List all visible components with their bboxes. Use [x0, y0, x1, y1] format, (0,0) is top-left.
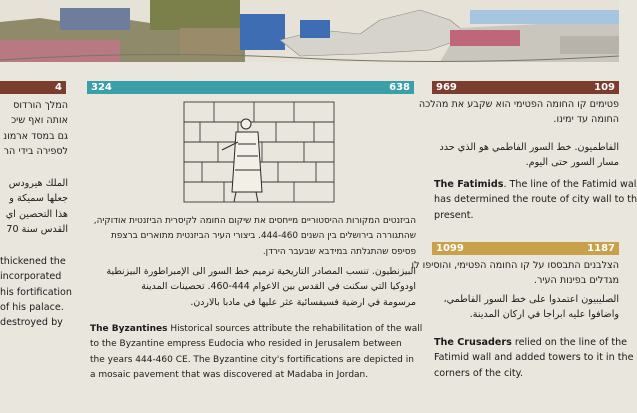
- text-line: has determined the route of city wall to th: [434, 194, 637, 206]
- text-line: פסיפס שהתגלתה במידבא שבעבר הירדן.: [262, 246, 416, 257]
- byzantine-english-text: [90, 322, 423, 383]
- text-line: [434, 177, 637, 192]
- text-line: thickened the: [0, 256, 66, 267]
- text-line: destroyed by: [0, 317, 63, 329]
- text-line: [434, 335, 628, 350]
- text-line: [90, 322, 423, 337]
- left-arabic-text: [0, 176, 68, 237]
- text-line: his fortification: [0, 286, 72, 298]
- text-line: جعلها سميكة و: [9, 193, 68, 205]
- fatimid-english-text: [434, 177, 637, 223]
- text-line: البيزنطيون. تنسب المصادر التاريخية ترميم خط السور الى الإمبراطورة البيزنطية: [106, 266, 416, 277]
- text-line: לספירה בידי הר: [3, 145, 68, 157]
- byzantine-hebrew-text: [90, 214, 416, 260]
- text-line: مسار السور حتى اليوم.: [525, 157, 619, 169]
- text-line: present.: [434, 209, 474, 221]
- fatimid-year-bar: [432, 81, 619, 94]
- text-line: הביזנטים המקורות ההיסטוריים מייחסים את שיקום החומה לקיסרית הביזנטית אודוקיה,: [93, 216, 416, 226]
- old-city-panorama-illustration: [0, 0, 619, 62]
- text-line: الصليبيون اعتمدوا على خط السور الفاطمي،: [443, 294, 619, 305]
- text-line: القدس سنة 70: [6, 223, 68, 235]
- text-line: corners of the city.: [434, 367, 524, 379]
- text-line: אותה ואף שיכ: [11, 115, 68, 127]
- left-year-label: 4: [55, 82, 62, 93]
- byzantine-year-bar: [87, 81, 414, 94]
- text-line: גם במסד ארמונ: [3, 130, 68, 142]
- byzantine-wall-figure-illustration: [166, 94, 343, 206]
- fatimid-hebrew-text: [418, 97, 619, 128]
- crusader-arabic-text: [434, 292, 619, 323]
- fatimid-start-year: 969: [436, 82, 457, 93]
- text-line: واضافوا عليه ابراجا في اركان المدينة.: [469, 309, 619, 321]
- crusader-year-bar: [432, 242, 619, 255]
- text-span: Historical sources attribute the rehabilitation of the wall: [167, 324, 423, 334]
- text-span: relied on the line of the: [511, 337, 628, 348]
- text-line: هذا التحصين اي: [5, 208, 68, 220]
- text-line: the years 444-460 CE. The Byzantine city's fortifications are depicted in: [90, 354, 414, 365]
- text-span: . The line of the Fatimid wal: [503, 179, 637, 190]
- crusader-english-title: The Crusaders: [434, 337, 512, 348]
- byzantine-arabic-text: [90, 264, 416, 310]
- byzantine-end-year: 638: [389, 82, 410, 93]
- text-line: הצלבנים התבססו על קו החומה הפטימי, והוסיפו לו: [411, 260, 619, 271]
- fatimid-end-year: 109: [594, 82, 615, 93]
- crusader-start-year: 1099: [436, 243, 464, 254]
- crusader-end-year: 1187: [587, 243, 615, 254]
- text-line: המלך הורדוס: [13, 100, 68, 111]
- left-hebrew-text: [0, 98, 68, 159]
- text-line: מגדלים בפינות העיר.: [533, 275, 619, 287]
- left-year-bar: [0, 81, 66, 94]
- text-line: החומה עד ימינו.: [553, 114, 619, 126]
- text-line: اودوكيا التي سكنت في القدس بين الاعوام 444-460. تحصينات المدينة: [141, 281, 416, 293]
- text-line: פטימים קו החומה הפטימי הוא שקבע את מהלכה: [418, 99, 619, 110]
- text-line: الفاطميون. خط السور الفاطمي هو الذي حدد: [439, 142, 619, 153]
- text-line: of his palace.: [0, 301, 64, 313]
- fatimid-english-title: The Fatimids: [434, 179, 504, 190]
- text-line: שהתגוררה בירושלים בין השנים 444-460. ביצורי העיר הביזנטית מתוארים ברצפת: [110, 231, 416, 242]
- crusader-english-text: [434, 335, 634, 381]
- text-line: الملك هيرودس: [8, 178, 68, 189]
- byzantine-english-title: The Byzantines: [90, 324, 168, 334]
- fatimid-arabic-text: [434, 140, 619, 171]
- text-line: a mosaic pavement that was discovered at Madaba in Jordan.: [90, 369, 369, 380]
- left-english-text: [0, 254, 72, 330]
- crusader-hebrew-text: [411, 258, 619, 289]
- byzantine-start-year: 324: [91, 82, 112, 93]
- text-line: مرسومة في ارضية فسيفسائية عثر عليها في مادبا بالاردن.: [190, 296, 416, 308]
- text-line: to the Byzantine empress Eudocia who resided in Jerusalem between: [90, 339, 402, 350]
- text-line: Fatimid wall and added towers to it in the: [434, 352, 634, 364]
- text-line: incorporated: [0, 271, 62, 283]
